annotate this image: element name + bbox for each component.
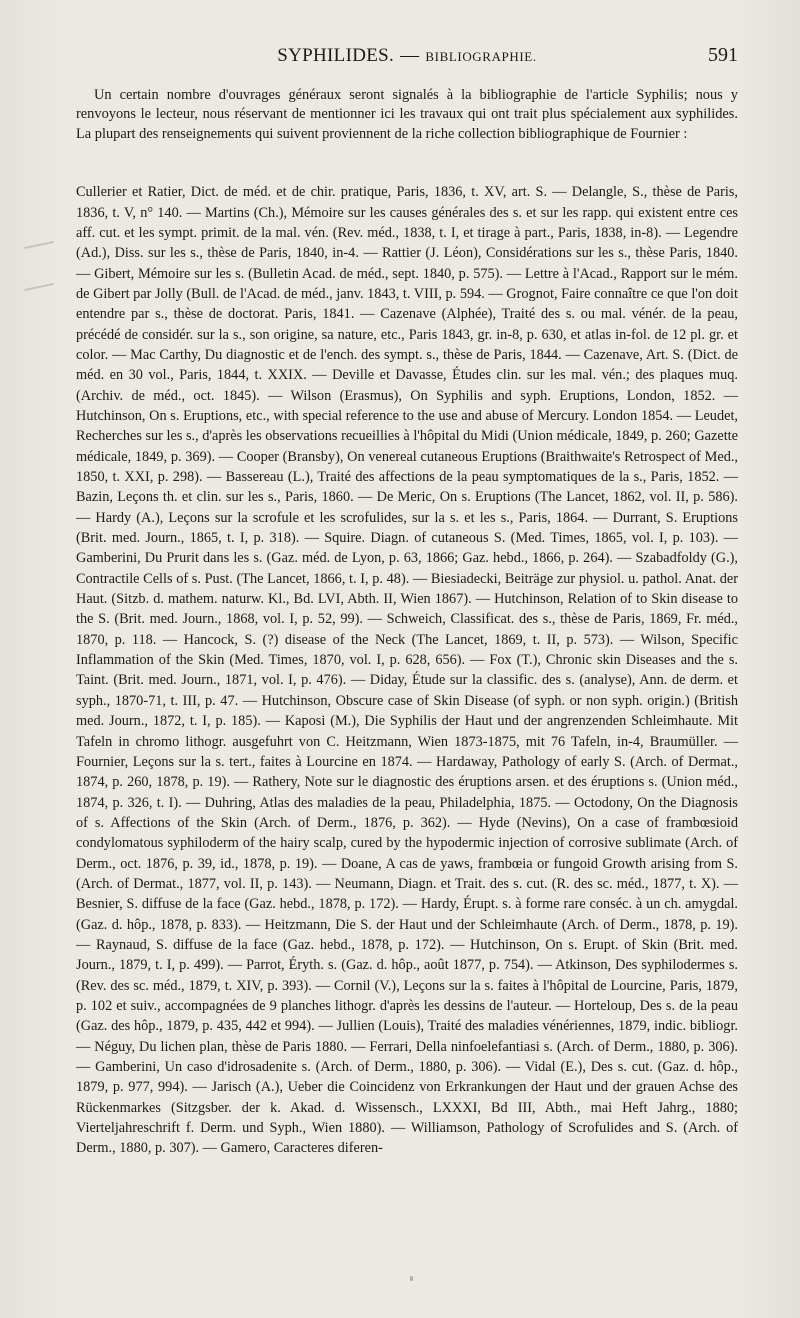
margin-pencil-mark: [24, 283, 54, 291]
page-number: 591: [708, 44, 738, 66]
bibliography-block: [76, 182, 738, 1159]
paper-speck: [410, 1276, 413, 1281]
running-title: [76, 45, 708, 67]
margin-pencil-mark: [24, 241, 54, 249]
page-header: [76, 44, 738, 80]
title-dash: —: [400, 45, 420, 66]
section-title: BIBLIOGRAPHIE.: [425, 49, 537, 64]
bibliography-text: Cullerier et Ratier, Dict. de méd. et de chir. pratique, Paris, 1836, t. XV, art. S. — Delangle, S., thèse de Paris, 1836, t. V, n° 140. — Martins (Ch.), Mémoire sur les causes générales des s. et sur les rapp. qui existent entre ces aff. cut. et les sympt. primit. de la mal. vén. (Rev. méd., 1838, t. I, et tirage à part., Paris, 1838, in-8). — Legendre (Ad.), Diss. sur les s., thèse de Paris, 1840, in-4. — Rattier (J. Léon), Considérations sur les s., thèse Paris, 1840. — Gibert, Mémoire sur les s. (Bulletin Acad. de méd., sept. 1840, p. 575). — Lettre à l'Acad., Rapport sur le mém. de Gibert par Jolly (Bull. de l'Acad. de méd., janv. 1843, t. VIII, p. 594. — Grognot, Faire connaître ce que l'on doit entendre par s., thèse de doctorat. Paris, 1841. — Cazenave (Alphée), Traité des s. ou mal. vénér. de la peau, précédé de considér. sur la s., son origine, sa nature, etc., Paris 1843, gr. in-8, p. 630, et atlas in-fol. de 12 pl. gr. et color. — Mac Carthy, Du diagnostic et de l'ench. des sympt. s., thèse de Paris, 1844. — Cazenave, Art. S. (Dict. de méd. en 30 vol., Paris, 1844, t. XXIX. — Deville et Davasse, Études clin. sur les mal. vén.; des plaques muq. (Archiv. de méd., oct. 1845). — Wilson (Erasmus), On Syphilis and syph. Eruptions, London, 1852. — Hutchinson, On s. Eruptions, etc., with special reference to the use and abuse of Mercury. London 1854. — Leudet, Recherches sur les s., d'après les observations recueillies à l'hôpital du Midi (Union médicale, 1849, p. 260; Gazette médicale, 1849, p. 369). — Cooper (Bransby), On venereal cutaneous Eruptions (Braithwaite's Retrospect of Med., 1850, t. XXI, p. 298). — Bassereau (L.), Traité des affections de la peau symptomatiques de la s., Paris, 1852. — Bazin, Leçons th. et clin. sur les s., Paris, 1860. — De Meric, On s. Eruptions (The Lancet, 1862, vol. II, p. 586). — Hardy (A.), Leçons sur la scrofule et les scrofulides, sur la s. et les s., Paris, 1864. — Durrant, S. Eruptions (Brit. med. Journ., 1865, t. I, p. 318). — Squire. Diagn. of cutaneous S. (Med. Times, 1865, vol. I, p. 103). — Gamberini, Du Prurit dans les s. (Gaz. méd. de Lyon, p. 63, 1866; Gaz. hebd., 1866, p. 264). — Szabadfoldy (G.), Contractile Cells of s. Pust. (The Lancet, 1866, t. I, p. 48). — Biesiadecki, Beiträge zur physiol. u. pathol. Anat. der Haut. (Sitzb. d. mathem. naturw. Kl., Bd. LVI, Abth. II, Wien 1867). — Hutchinson, Relation of to Skin disease to the S. (Brit. med. Journ., 1868, vol. I, p. 52, 99). — Schweich, Classificat. des s., thèse de Paris, 1869, Fr. méd., 1870, p. 118. — Hancock, S. (?) disease of the Neck (The Lancet, 1869, t. II, p. 573). — Wilson, Specific Inflammation of the Skin (Med. Times, 1870, vol. I, p. 628, 656). — Fox (T.), Chronic skin Diseases and the s. Taint. (Brit. med. Journ., 1871, vol. I, p. 476). — Diday, Étude sur la classific. des s. (analyse), Ann. de derm. et syph., 1870-71, t. III, p. 47. — Hutchinson, Obscure case of Skin Disease (of syph. or non syph. origin.) (British med. Journ., 1872, t. I, p. 185). — Kaposi (M.), Die Syphilis der Haut und der angrenzenden Schleimhaute. Mit Tafeln in chromo lithogr. ausgefuhrt von C. Heitzmann, Wien 1873-1875, mit 76 Tafeln, in-4, Braumüller. — Fournier, Leçons sur la s. tert., faites à Lourcine en 1874. — Hardaway, Pathology of early S. (Arch. of Dermat., 1874, p. 260, 1878, p. 19). — Rathery, Note sur le diagnostic des éruptions arsen. et des éruptions s. (Union méd., 1874, p. 326, t. I). — Duhring, Atlas des maladies de la peau, Philadelphia, 1875. — Octodony, On the Diagnosis of s. Affections of the Skin (Arch. of Derm., 1876, p. 362). — Hyde (Nevins), On a case of frambœsioid condylomatous syphiloderm of the hairy scalp, cured by the hypodermic injection of corrosive sublimate (Arch. of Derm., oct. 1876, p. 39, id., 1878, p. 19). — Doane, A cas de yaws, frambœia or fungoid Growth arising from S. (Arch. of Dermat., 1877, vol. II, p. 143). — Neumann, Diagn. et Trait. des s. cut. (R. des sc. méd., 1877, t. X). — Besnier, S. diffuse de la face (Gaz. hebd., 1878, p. 172). — Hardy, Érupt. s. à forme rare conséc. à un ch. amygdal. (Gaz. d. hôp., 1878, p. 833). — Heitzmann, Die S. der Haut und der Schleimhaute (Arch. of Derm., 1878, p. 19). — Raynaud, S. diffuse de la face (Gaz. hebd., 1878, p. 172). — Hutchinson, On s. Erupt. of Skin (Brit. med. Journ., 1879, t. I, p. 499). — Parrot, Éryth. s. (Gaz. d. hôp., août 1877, p. 754). — Atkinson, Des syphilodermes s. (Rev. des sc. méd., 1879, t. XIV, p. 393). — Cornil (V.), Leçons sur la s. faites à l'hôpital de Lourcine, Paris, 1879, p. 102 et suiv., accompagnées de 9 planches lithogr. d'après les dessins de l'auteur. — Horteloup, Des s. de la peau (Gaz. des hôp., 1879, p. 435, 442 et 994). — Jullien (Louis), Traité des maladies vénériennes, 1879, indic. bibliogr. — Néguy, Du lichen plan, thèse de Paris 1880. — Ferrari, Della ninfoelefantiasi s. (Arch. of Derm., 1880, p. 306). — Gamberini, Un caso d'idrosadenite s. (Arch. of Derm., 1880, p. 306). — Vidal (E.), Des s. cut. (Gaz. d. hôp., 1879, p. 977, 994). — Jarisch (A.), Ueber die Coincidenz von Erkrankungen der Haut und der grauen Achse des Rückenmarkes (Sitzgsber. der k. Akad. d. Wissensch., LXXXI, Bd III, Abth., mai Heft Jahrg., 1880; Vierteljahreschrift f. Derm. und Syph., Wien 1880). — Williamson, Pathology of Scrofulides and S. (Arch. of Derm., 1880, p. 307). — Gamero, Caracteres diferen-: [76, 184, 738, 1157]
chapter-title: SYPHILIDES.: [277, 45, 395, 66]
intro-paragraph: Un certain nombre d'ouvrages généraux seront signalés à la bibliographie de l'article Syphilis; nous y renvoyons le lecteur, nous réservant de mentionner ici les travaux qui ont trait plus spécialement aux syphilides. La plupart des renseignements qui suivent proviennent de la riche collection bibliographique de Fournier :: [76, 87, 738, 142]
